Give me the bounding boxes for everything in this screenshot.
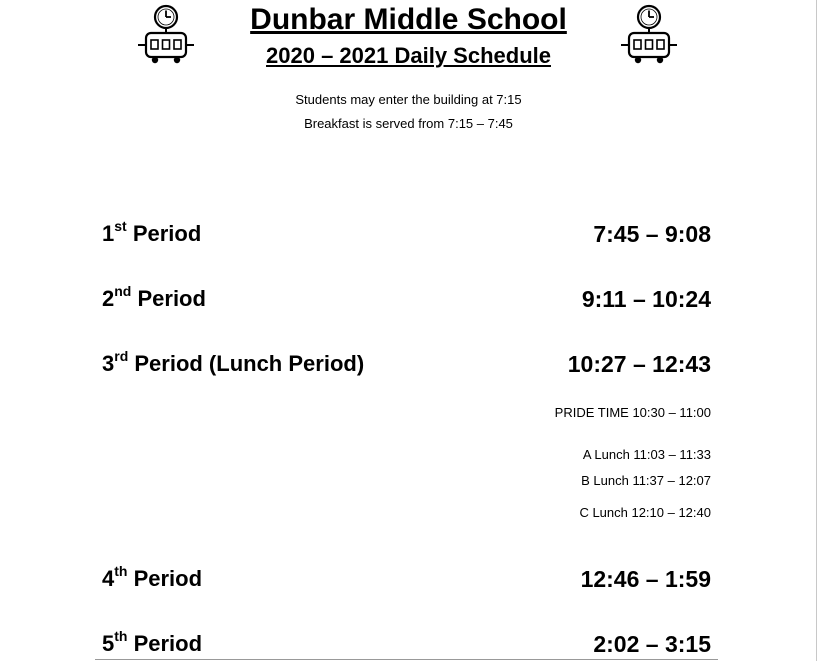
period-2-name bbox=[102, 285, 206, 313]
c-lunch: C Lunch 12:10 – 12:40 bbox=[579, 505, 711, 520]
period-number: 2 bbox=[102, 286, 115, 311]
period-1-time: 7:45 – 9:08 bbox=[593, 221, 711, 247]
bottom-rule bbox=[95, 659, 718, 660]
period-5-name bbox=[102, 630, 202, 658]
entry-note: Students may enter the building at 7:15 bbox=[295, 92, 522, 107]
pride-time: PRIDE TIME 10:30 – 11:00 bbox=[554, 405, 711, 420]
period-3-name bbox=[102, 350, 364, 378]
period-ordinal-suffix: st bbox=[114, 218, 127, 234]
period-ordinal-suffix: th bbox=[114, 563, 128, 579]
period-5-time: 2:02 – 3:15 bbox=[593, 631, 711, 657]
period-number: 4 bbox=[102, 566, 115, 591]
period-number: 3 bbox=[102, 351, 115, 376]
period-number: 5 bbox=[102, 631, 115, 656]
period-number: 1 bbox=[102, 221, 115, 246]
period-label: Period bbox=[127, 631, 203, 656]
schedule-subtitle: 2020 – 2021 Daily Schedule bbox=[266, 43, 551, 68]
period-1-name bbox=[102, 220, 201, 248]
breakfast-note: Breakfast is served from 7:15 – 7:45 bbox=[304, 116, 513, 131]
period-2-time: 9:11 – 10:24 bbox=[581, 286, 711, 312]
period-4-time: 12:46 – 1:59 bbox=[580, 566, 711, 592]
period-3-time: 10:27 – 12:43 bbox=[567, 351, 711, 377]
period-label: Period bbox=[126, 221, 202, 246]
a-lunch: A Lunch 11:03 – 11:33 bbox=[582, 447, 711, 462]
period-ordinal-suffix: th bbox=[114, 628, 128, 644]
b-lunch: B Lunch 11:37 – 12:07 bbox=[581, 473, 711, 488]
period-label: Period bbox=[131, 286, 206, 311]
period-ordinal-suffix: nd bbox=[114, 283, 132, 299]
period-4-name bbox=[102, 565, 202, 593]
period-label: Period bbox=[127, 566, 203, 591]
period-ordinal-suffix: rd bbox=[114, 348, 129, 364]
page-title: Dunbar Middle School bbox=[250, 3, 567, 36]
period-label: Period (Lunch Period) bbox=[128, 351, 365, 376]
